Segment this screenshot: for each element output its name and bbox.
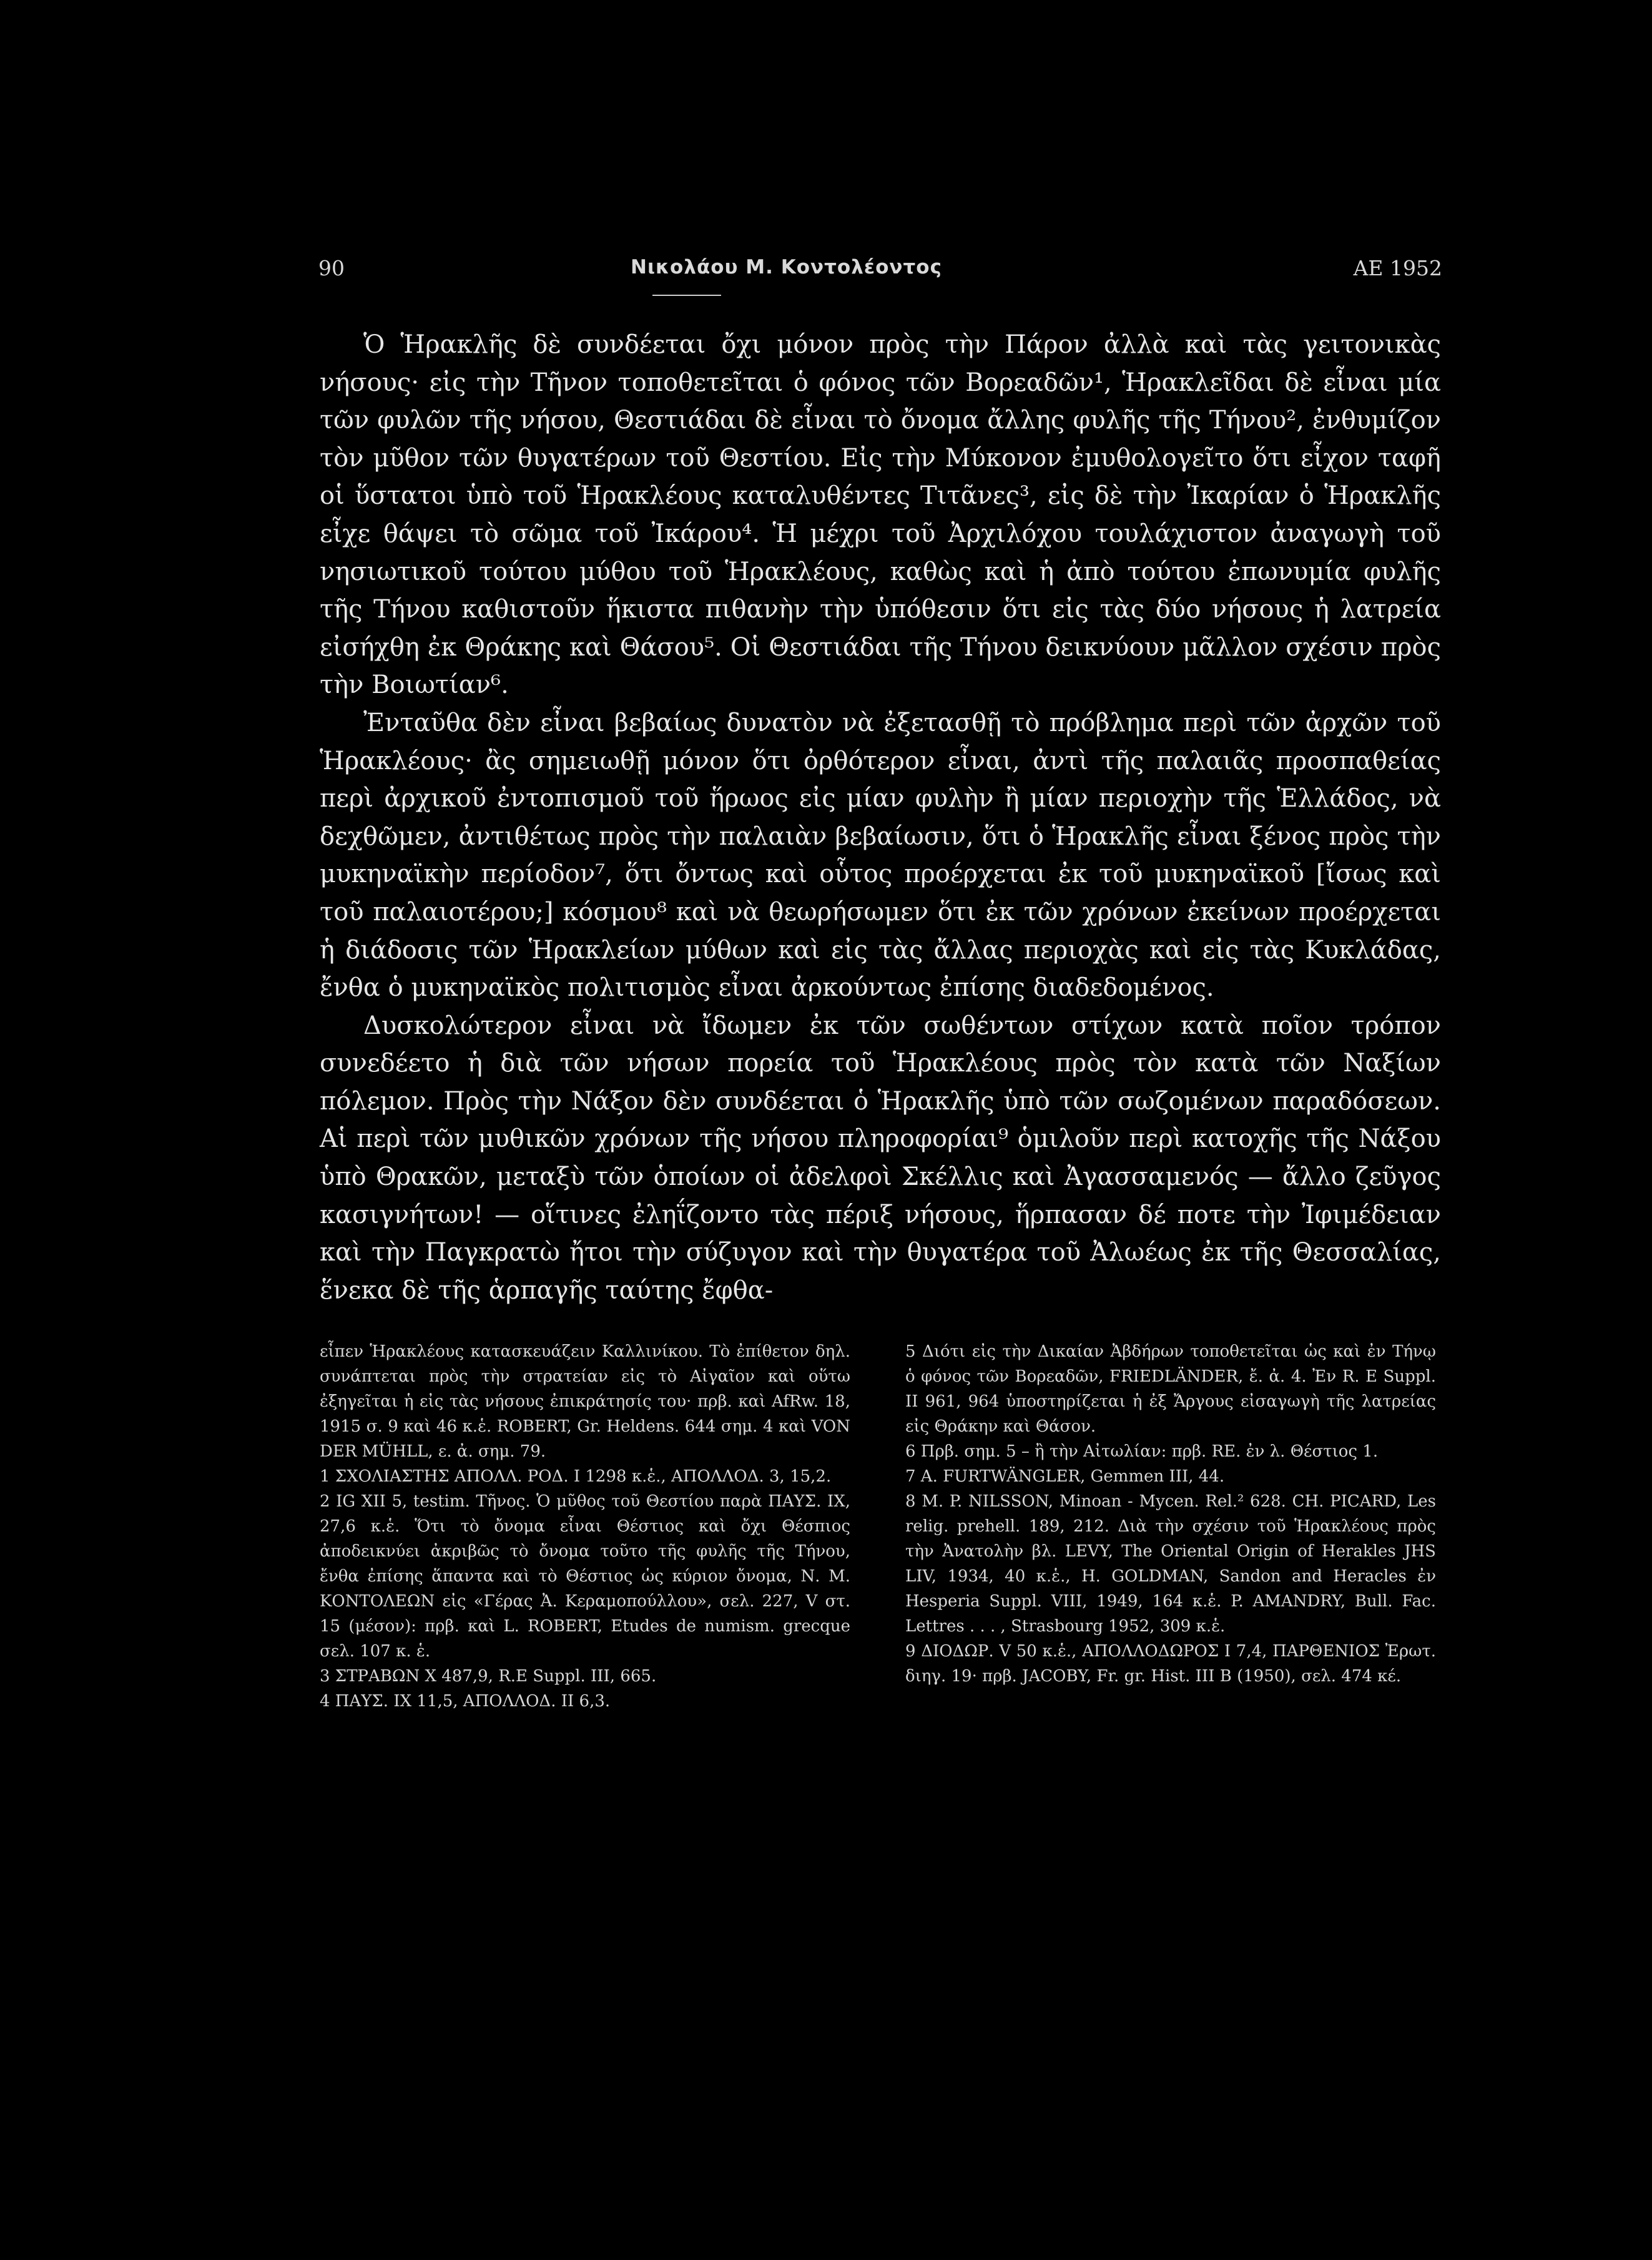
footnote: 7 A. FURTWÄNGLER, Gemmen III, 44. [905,1467,1225,1486]
footnote: 9 ΔΙΟΔΩΡ. V 50 κ.ἑ., ΑΠΟΛΛΟΔΩΡΟΣ Ι 7,4, ΠΑΡΘΕΝΙΟΣ Ἐρωτ. διηγ. 19· πρβ. JACOBY, Fr. gr. Hist. III B (1950), σελ. 474 κέ. [905,1642,1436,1686]
paragraph: Ὁ Ἡρακλῆς δὲ συνδέεται ὄχι μόνον πρὸς τὴν Πάρον ἀλλὰ καὶ τὰς γειτονικὰς νήσους· εἰς τὴν Τῆνον τοποθετεῖται ὁ φόνος τῶν Βορεαδῶν¹, Ἡρακλεῖδαι δὲ εἶναι μία τῶν φυλῶν τῆς νήσου, Θεστιάδαι δὲ εἶναι τὸ ὄνομα ἄλλης φυλῆς τῆς Τήνου², ἐνθυμίζον τὸν μῦθον τῶν θυγατέρων τοῦ Θεστίου. Εἰς τὴν Μύκονον ἐμυθολογεῖτο ὅτι εἶχον ταφῆ οἱ ὕστατοι ὑπὸ τοῦ Ἡρακλέους καταλυθέντες Τιτᾶνες³, εἰς δὲ τὴν Ἰκαρίαν ὁ Ἡρακλῆς εἶχε θάψει τὸ σῶμα τοῦ Ἰκάρου⁴. Ἡ μέχρι τοῦ Ἀρχιλόχου τουλάχιστον ἀναγωγὴ τοῦ νησιωτικοῦ τούτου μύθου τοῦ Ἡρακλέους, καθὼς καὶ ἡ ἀπὸ τούτου ἐπωνυμία φυλῆς τῆς Τήνου καθιστοῦν ἥκιστα πιθανὴν τὴν ὑπόθεσιν ὅτι εἰς τὰς δύο νήσους ἡ λατρεία εἰσήχθη ἐκ Θράκης καὶ Θάσου⁵. Οἱ Θεστιάδαι τῆς Τήνου δεικνύουν μᾶλλον σχέσιν πρὸς τὴν Βοιωτίαν⁶. [320,330,1441,700]
header-rule [652,295,721,296]
footnote: 4 ΠΑΥΣ. ΙΧ 11,5, ΑΠΟΛΛΟΔ. ΙΙ 6,3. [320,1692,611,1711]
journal-reference: ΑΕ 1952 [1353,256,1442,280]
page-number: 90 [318,256,345,280]
page-header [318,256,1442,293]
footnotes-right-column [905,1339,1436,1689]
paragraph: Ἐνταῦθα δὲν εἶναι βεβαίως δυνατὸν νὰ ἐξετασθῇ τὸ πρόβλημα περὶ τῶν ἀρχῶν τοῦ Ἡρακλέους· ἂς σημειωθῇ μόνον ὅτι ὀρθότερον εἶναι, ἀντὶ τῆς παλαιᾶς προσπαθείας περὶ ἀρχικοῦ ἐντοπισμοῦ τοῦ ἥρωος εἰς μίαν φυλὴν ἢ μίαν περιοχὴν τῆς Ἑλλάδος, νὰ δεχθῶμεν, ἀντιθέτως πρὸς τὴν παλαιὰν βεβαίωσιν, ὅτι ὁ Ἡρακλῆς εἶναι ξένος πρὸς τὴν μυκηναϊκὴν περίοδον⁷, ὅτι ὄντως καὶ οὗτος προέρχεται ἐκ τοῦ μυκηναϊκοῦ [ἴσως καὶ τοῦ παλαιοτέρου;] κόσμου⁸ καὶ νὰ θεωρήσωμεν ὅτι ἐκ τῶν χρόνων ἐκείνων προέρχεται ἡ διάδοσις τῶν Ἡρακλείων μύθων καὶ εἰς τὰς ἄλλας περιοχὰς καὶ εἰς τὰς Κυκλάδας, ἔνθα ὁ μυκηναϊκὸς πολιτισμὸς εἶναι ἀρκούντως ἐπίσης διαδεδομένος. [320,708,1441,1003]
footnote: 3 ΣΤΡΑΒΩΝ Χ 487,9, R.E Suppl. III, 665. [320,1667,657,1686]
footnote: 1 ΣΧΟΛΙΑΣΤΗΣ ΑΠΟΛΛ. ΡΟΔ. Ι 1298 κ.ἑ., ΑΠΟΛΛΟΔ. 3, 15,2. [320,1467,832,1486]
footnote: 2 IG XII 5, testim. Τῆνος. Ὁ μῦθος τοῦ Θεστίου παρὰ ΠΑΥΣ. ΙΧ, 27,6 κ.ἑ. Ὅτι τὸ ὄνομα εἶναι Θέστιος καὶ ὄχι Θέσπιος ἀποδεικνύει ἀκριβῶς τὸ ὄνομα τοῦτο τῆς φυλῆς τῆς Τήνου, ἔνθα ἐπίσης ἅπαντα καὶ τὸ Θέστιος ὡς κύριον ὄνομα, Ν. Μ. ΚΟΝΤΟΛΕΩΝ εἰς «Γέρας Ἀ. Κεραμοπούλλου», σελ. 227, V στ. 15 (μέσον): πρβ. καὶ L. ROBERT, Etudes de numism. grecque σελ. 107 κ. ἑ. [320,1492,850,1661]
footnotes-left-column [320,1339,850,1714]
footnote: εἶπεν Ἡρακλέους κατασκευάζειν Καλλινίκου. Τὸ ἐπίθετον δηλ. συνάπτεται πρὸς τὴν στρατείαν εἰς τὸ Αἰγαῖον καὶ οὕτω ἐξηγεῖται ἡ εἰς τὰς νήσους ἐπικράτησίς του· πρβ. καὶ AfRw. 18, 1915 σ. 9 καὶ 46 κ.ἑ. ROBERT, Gr. Heldens. 644 σημ. 4 καὶ VON DER MÜHLL, ε. ἀ. σημ. 79. [320,1342,850,1461]
main-text [320,326,1441,1309]
footnote: 5 Διότι εἰς τὴν Δικαίαν Ἀβδήρων τοποθετεῖται ὡς καὶ ἐν Τήνῳ ὁ φόνος τῶν Βορεαδῶν, FRIEDLÄNDER, ἔ. ἀ. 4. Ἐν R. E Suppl. II 961, 964 ὑποστηρίζεται ἡ ἐξ Ἄργους εἰσαγωγὴ τῆς λατρείας εἰς Θράκην καὶ Θάσον. [905,1342,1436,1436]
running-title: Νικολάου Μ. Κοντολέοντος [631,256,942,278]
footnote: 8 M. P. NILSSON, Minoan - Mycen. Rel.² 628. CH. PICARD, Les relig. prehell. 189, 212. Διὰ τὴν σχέσιν τοῦ Ἡρακλέους πρὸς τὴν Ἀνατολὴν βλ. LEVY, The Oriental Origin of Herakles JHS LIV, 1934, 40 κ.ἑ., H. GOLDMAN, Sandon and Heracles ἐν Hesperia Suppl. VIII, 1949, 164 κ.ἑ. P. AMANDRY, Bull. Fac. Lettres . . . , Strasbourg 1952, 309 κ.ἑ. [905,1492,1436,1636]
paragraph: Δυσκολώτερον εἶναι νὰ ἴδωμεν ἐκ τῶν σωθέντων στίχων κατὰ ποῖον τρόπον συνεδέετο ἡ διὰ τῶν νήσων πορεία τοῦ Ἡρακλέους πρὸς τὸν κατὰ τῶν Ναξίων πόλεμον. Πρὸς τὴν Νάξον δὲν συνδέεται ὁ Ἡρακλῆς ὑπὸ τῶν σωζομένων παραδόσεων. Αἱ περὶ τῶν μυθικῶν χρόνων τῆς νήσου πληροφορίαι⁹ ὁμιλοῦν περὶ κατοχῆς τῆς Νάξου ὑπὸ Θρακῶν, μεταξὺ τῶν ὁποίων οἱ ἀδελφοὶ Σκέλλις καὶ Ἀγασσαμενός — ἄλλο ζεῦγος κασιγνήτων! — οἵτινες ἐληΐζοντο τὰς πέριξ νήσους, ἥρπασαν δέ ποτε τὴν Ἰφιμέδειαν καὶ τὴν Παγκρατὼ ἤτοι τὴν σύζυγον καὶ τὴν θυγατέρα τοῦ Ἀλωέως ἐκ τῆς Θεσσαλίας, ἕνεκα δὲ τῆς ἁρπαγῆς ταύτης ἔφθα- [320,1011,1441,1305]
footnote: 6 Πρβ. σημ. 5 – ἢ τὴν Αἰτωλίαν: πρβ. RE. ἐν λ. Θέστιος 1. [905,1442,1379,1461]
